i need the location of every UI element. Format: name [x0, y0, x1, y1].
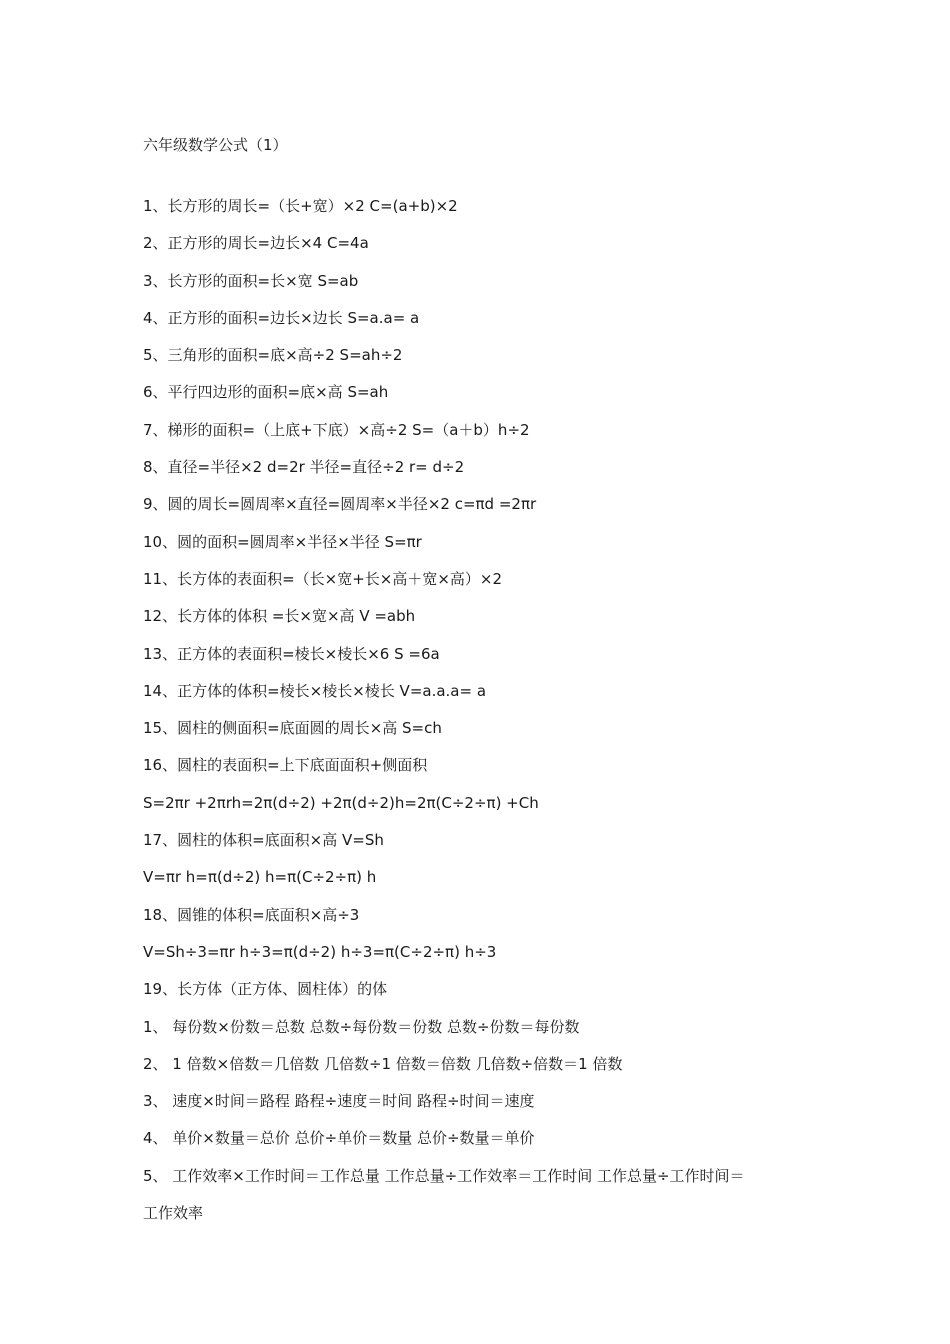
formula-line: 15、圆柱的侧面积=底面圆的周长×高 S=ch — [143, 719, 442, 738]
formula-line: 10、圆的面积=圆周率×半径×半径 S=πr — [143, 532, 422, 551]
formula-line: 2、正方形的周长=边长×4 C=4a — [143, 234, 369, 253]
formula-line: 2、 1 倍数×倍数＝几倍数 几倍数÷1 倍数＝倍数 几倍数÷倍数＝1 倍数 — [143, 1054, 623, 1073]
formula-line: 16、圆柱的表面积=上下底面面积+侧面积 — [143, 756, 428, 775]
formula-line: 14、正方体的体积=棱长×棱长×棱长 V=a.a.a= a — [143, 681, 487, 700]
formula-line: 6、平行四边形的面积=底×高 S=ah — [143, 383, 389, 402]
formula-list — [143, 195, 823, 1239]
formula-line: 17、圆柱的体积=底面积×高 V=Sh — [143, 831, 384, 850]
formula-line: V=Sh÷3=πr h÷3=π(d÷2) h÷3=π(C÷2÷π) h÷3 — [143, 942, 497, 961]
formula-line: 8、直径=半径×2 d=2r 半径=直径÷2 r= d÷2 — [143, 458, 465, 477]
formula-line: 11、长方体的表面积=（长×宽+长×高＋宽×高）×2 — [143, 569, 503, 588]
document-title: 六年级数学公式（1） — [143, 136, 288, 154]
formula-line: 1、长方形的周长=（长+宽）×2 C=(a+b)×2 — [143, 197, 458, 215]
formula-line: 4、 单价×数量＝总价 总价÷单价＝数量 总价÷数量＝单价 — [143, 1129, 535, 1148]
formula-line: V=πr h=π(d÷2) h=π(C÷2÷π) h — [143, 868, 377, 887]
formula-line: 4、正方形的面积=边长×边长 S=a.a= a — [143, 308, 420, 327]
formula-line: 12、长方体的体积 =长×宽×高 V =abh — [143, 607, 416, 626]
formula-line: 3、 速度×时间＝路程 路程÷速度＝时间 路程÷时间＝速度 — [143, 1092, 535, 1111]
formula-line: 工作效率 — [143, 1204, 204, 1223]
formula-line: 1、 每份数×份数＝总数 总数÷每份数＝份数 总数÷份数＝每份数 — [143, 1017, 580, 1036]
formula-line: 19、长方体（正方体、圆柱体）的体 — [143, 980, 388, 999]
formula-line: 7、梯形的面积=（上底+下底）×高÷2 S=（a＋b）h÷2 — [143, 420, 530, 439]
formula-line: 3、长方形的面积=长×宽 S=ab — [143, 271, 359, 290]
formula-line: 5、 工作效率×工作时间＝工作总量 工作总量÷工作效率＝工作时间 工作总量÷工作时间＝ — [143, 1166, 745, 1185]
formula-line: 9、圆的周长=圆周率×直径=圆周率×半径×2 c=πd =2πr — [143, 495, 537, 514]
formula-line: 5、三角形的面积=底×高÷2 S=ah÷2 — [143, 346, 403, 365]
formula-line: 13、正方体的表面积=棱长×棱长×6 S =6a — [143, 644, 440, 663]
formula-line: S=2πr +2πrh=2π(d÷2) +2π(d÷2)h=2π(C÷2÷π) +Ch — [143, 793, 539, 812]
formula-line: 18、圆锥的体积=底面积×高÷3 — [143, 905, 360, 924]
